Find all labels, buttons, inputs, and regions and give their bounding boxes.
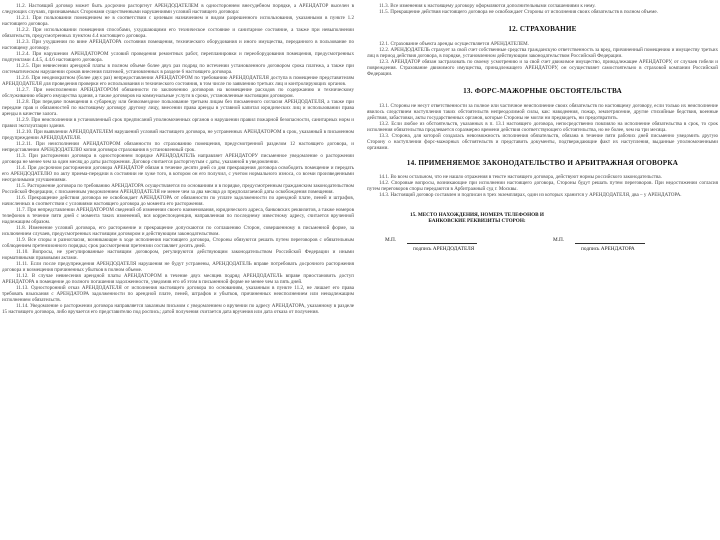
signature-block [367, 235, 718, 265]
right-paragraph: 14.3. Настоящий договор составлен и подписан в трех экземплярах, один из которых хранится у АРЕНДОДАТЕЛЯ, два – у АРЕНДАТОРА. [379, 192, 682, 198]
left-paragraph: 11.2.2. При использовании помещения способами, ухудшающими его техническое состояние и санитарное состояние, а также при невыполнении обязательств, предусмотренных пунктом 4.4 настоящего договора. [2, 27, 354, 39]
section-heading-law: 14. ПРИМЕНЯЕМОЕ ЗАКОНОДАТЕЛЬСТВО И АРБИТРАЖНАЯ ОГОВОРКА [406, 159, 679, 167]
signature-caption-lessor: подпись АРЕНДОДАТЕЛЯ [413, 245, 475, 252]
left-paragraph: 11.11. Если после предупреждения АРЕНДОДАТЕЛЯ нарушения не будут устранены, АРЕНДОДАТЕЛЬ вправе потребовать досрочного расторжения договора и возмещения причиненных убытков в полном объеме. [2, 261, 354, 273]
left-paragraph: 11.2.6. При неоднократном (более двух раз) непредоставлении АРЕНДАТОРОМ по требованию АРЕНДОДАТЕЛЯ доступа в помещение представителям АРЕНДОДАТЕЛЯ для проведения проверки его использования и технического состояния, в том числе по заявлению третьих лиц и контролирующих органов. [2, 75, 354, 87]
spacer [367, 198, 718, 208]
left-paragraph: 11.5. Расторжение договора по требованию АРЕНДАТОРА осуществляется по основаниям и в порядке, предусмотренным гражданским законодательством Российской Федерации, с письменным уведомлением АРЕНДОДАТЕЛЯ не менее чем за два месяца до предполагаемой даты освобождения помещения. [2, 183, 354, 195]
left-paragraph: 11.2.4. При нарушении АРЕНДАТОРОМ условий проведения ремонтных работ, перепланировки и переоборудования помещения, предусмотренных подпунктами 4.4.5, 4.4.6 настоящего договора. [2, 51, 354, 63]
left-paragraph: 11.10. Вопросы, не урегулированные настоящим договором, регулируются действующим законодательством Российской Федерации и иными нормативными правовыми актами. [2, 249, 354, 261]
section-heading-addresses: 15. МЕСТО НАХОЖДЕНИЯ, НОМЕРА ТЕЛЕФОНОВ И БАНКОВСКИЕ РЕКВИЗИТЫ СТОРОН: [410, 212, 544, 225]
right-paragraph: 13.1. Стороны не несут ответственности за полное или частичное неисполнение своих обязательств по настоящему договору, если только их неисполнение явилось следствием наступления таких обстоятельств непреодолимой силы, как: наводнения, пожар, землетрясение, другие стихийные бедствия, военные действия, забастовки, акты государственных органов, которые Стороны не могли ни предвидеть, ни предотвратить. [367, 103, 718, 121]
signature-line-lessor [407, 243, 477, 244]
left-paragraph: 11.8. Изменение условий договора, его расторжение и прекращение допускаются по соглашению Сторон, совершенному в письменной форме, за исключением случаев, предусмотренных настоящим договором и действующим законодательством. [2, 225, 354, 237]
left-paragraph: 11.4. При досрочном расторжении договора АРЕНДАТОР обязан в течение десяти дней со дня прекращения договора освободить помещение и передать его АРЕНДОДАТЕЛЮ по акту приема-передачи в состоянии не хуже того, в котором он его получил, с учетом нормального износа, со всеми произведенными неотделимыми улучшениями. [2, 165, 354, 183]
right-paragraph: 13.3. Сторона, для которой создалась невозможность исполнения обязательств, обязана в течение пяти рабочих дней письменно уведомить другую Сторону о наступлении форс-мажорных обстоятельств и представить документы, подтверждающие факт их наступления, выданные уполномоченными органами. [367, 133, 718, 151]
left-paragraph: 11.9. Все споры и разногласия, возникающие в ходе исполнения настоящего договора, Стороны обязуются решать путем переговоров с обязательным соблюдением претензионного порядка; срок рассмотрения претензии составляет десять дней. [2, 237, 354, 249]
left-paragraph: 11.7. При непредставлении АРЕНДАТОРОМ сведений об изменении своего наименования, юридического адреса, банковских реквизитов, а также номеров телефонов в течение пяти дней с момента таких изменений, вся корреспонденция, направленная по последнему известному адресу, считается врученной надлежащим образом. [2, 207, 354, 225]
left-column [2, 3, 354, 537]
left-paragraph: 11.2.11. При неисполнении АРЕНДАТОРОМ обязанности по страхованию помещения, предусмотренной разделом 12 настоящего договора, и непредставлении АРЕНДОДАТЕЛЮ копии договора страхования в установленный срок. [2, 141, 354, 153]
right-paragraph: 14.2. Споровые вопросы, возникающие при исполнении настоящего договора, Стороны будут решать путем переговоров. При недостижении согласия путем переговоров споры передаются в Арбитражный суд г. Москвы. [367, 180, 718, 192]
section-heading-force-majeure: 13. ФОРС-МАЖОРНЫЕ ОБСТОЯТЕЛЬСТВА [463, 87, 622, 95]
right-paragraph: 11.3. Все изменения к настоящему договору оформляются дополнительными соглашениями к нему. [379, 3, 596, 9]
right-paragraph: 12.3. АРЕНДАТОР обязан застраховать по своему усмотрению и за свой счет движимое имущество, принадлежащее АРЕНДАТОРУ, от случаев гибели и повреждения. Страхование движимого имущества, принадлежащего АРЕНДАТОРУ, он осуществляет самостоятельно в страховой компании Российской Федерации. [367, 59, 718, 77]
left-paragraph: 11.12. В случае невнесения арендной платы АРЕНДАТОРОМ в течение двух месяцев подряд АРЕНДОДАТЕЛЬ вправе приостановить доступ АРЕНДАТОРА в помещение до полного погашения задолженности, уведомив его об этом в письменной форме не менее чем за пять дней. [2, 273, 354, 285]
right-paragraph: 12.2. АРЕНДОДАТЕЛЬ страхует за свой счет собственные средства гражданскую ответственность за вред, причиненный помещению и имуществу третьих лиц в период действия договора, в порядке, установленном действующим законодательством Российской Федерации. [367, 47, 718, 59]
right-paragraph: 14.1. Во всем остальном, что не нашло отражения в тексте настоящего договора, действуют нормы российского законодательства. [379, 174, 662, 180]
stamp-label-lessor: М.П. [385, 236, 397, 243]
right-column [367, 3, 718, 537]
left-paragraph: 11.2.10. При выявлении АРЕНДОДАТЕЛЕМ нарушений условий настоящего договора, не устраненных АРЕНДАТОРОМ в срок, указанный в письменном предупреждении АРЕНДОДАТЕЛЯ. [2, 129, 354, 141]
left-paragraph: 11.2.5. При невнесении арендной платы в полном объеме более двух раз подряд по истечении установленного договором срока платежа, а также при систематическом нарушении сроков внесения платежей, установленных в разделе 6 настоящего договора. [2, 63, 354, 75]
section-heading-insurance: 12. СТРАХОВАНИЕ [508, 25, 577, 33]
left-paragraph: 11.2. Настоящий договор может быть досрочно расторгнут АРЕНДОДАТЕЛЕМ в одностороннем внесудебном порядке, а АРЕНДАТОР выселен в следующих случаях, признаваемых Сторонами существенными нарушениями условий настоящего договора: [2, 3, 354, 15]
right-paragraph: 12.1. Страхование объекта аренды осуществляется АРЕНДАТЕЛЕМ. [379, 41, 529, 47]
left-paragraph: 11.2.3. При ухудшении по вине АРЕНДАТОРА состояния помещения, технического оборудования и иного имущества, переданного в пользование по настоящему договору. [2, 39, 354, 51]
left-paragraph: 11.2.7. При неисполнении АРЕНДАТОРОМ обязанности по заключению договоров на возмещение расходов по содержанию и техническому обслуживанию общего имущества здания, а также договоров на коммунальные услуги в сроки, установленные настоящим договором. [2, 87, 354, 99]
left-paragraph: 11.6. Прекращение действия договора не освобождает АРЕНДАТОРА от обязанности по уплате задолженности по арендной плате, пеней и штрафов, начисленных в соответствии с условиями настоящего договора до момента его расторжения. [2, 195, 354, 207]
signature-caption-lessee: подпись АРЕНДАТОРА [581, 245, 635, 252]
left-paragraph: 11.14. Уведомление о расторжении договора направляется заказным письмом с уведомлением о вручении по адресу АРЕНДАТОРА, указанному в разделе 15 настоящего договора, либо вручается его представителю под роспись; датой получения считается дата вручения или дата отказа от получения. [2, 303, 354, 315]
signature-line-lessee [575, 243, 645, 244]
left-paragraph: 11.2.8. При передаче помещения в субаренду или безвозмездное пользование третьим лицам без письменного согласия АРЕНДОДАТЕЛЯ, а также при передаче прав и обязанностей по настоящему договору другому лицу, внесении права аренды в уставной капитал юридических лиц и использовании права аренды в качестве залога. [2, 99, 354, 117]
left-paragraph: 11.2.9. При неисполнении в установленный срок предписаний уполномоченных органов о нарушении правил пожарной безопасности, санитарных норм и правил эксплуатации здания. [2, 117, 354, 129]
stamp-label-lessee: М.П. [553, 236, 565, 243]
left-paragraph: 11.13. Односторонний отказ АРЕНДОДАТЕЛЯ от исполнения настоящего договора по основаниям, указанным в пункте 11.2, не лишает его права требовать взыскания с АРЕНДАТОРА задолженности по арендной плате, пеней, штрафов и убытков, причиненных неисполнением или ненадлежащим исполнением обязательств. [2, 285, 354, 303]
left-paragraph: 11.2.1. При пользовании помещением не в соответствии с целевым назначением и видом разрешенного использования, указанными в пункте 1.2 настоящего договора. [2, 15, 354, 27]
left-paragraph: 11.3. При расторжении договора в одностороннем порядке АРЕНДОДАТЕЛЬ направляет АРЕНДАТОРУ письменное уведомление о расторжении договора не менее чем за один месяц до даты расторжения. Договор считается расторгнутым с даты, указанной в уведомлении. [2, 153, 354, 165]
right-paragraph: 13.2. Если любое из обстоятельств, указанных в п. 13.1 настоящего договора, непосредственно повлияло на исполнение обязательства в срок, то срок исполнения обязательства продлевается соразмерно времени действия соответствующего обстоятельства, но не более, чем на три месяца. [367, 121, 718, 133]
right-paragraph: 11.5. Прекращение действия настоящего договора не освобождает Стороны от исполнения своих обязательств в полном объеме. [379, 9, 658, 15]
